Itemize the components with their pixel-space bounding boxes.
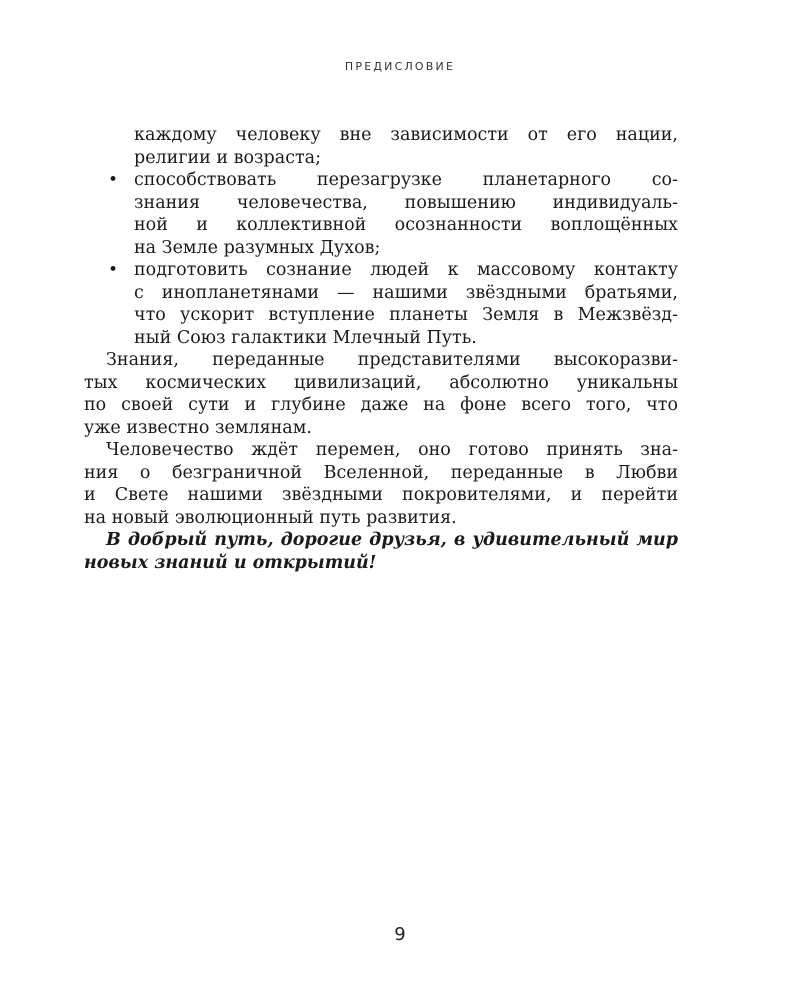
paragraph-2-line-1: Человечество ждёт перемен, оно готово принять зна- [106, 440, 678, 460]
bullet-2-line-2: с инопланетянами — нашими звёздными братьями, [134, 282, 678, 303]
page-body [84, 124, 678, 574]
bullet-icon: • [108, 170, 119, 190]
page-number: 9 [394, 924, 406, 945]
paragraph-1-line-3: по своей сути и глубине даже на фоне всего того, что [84, 395, 678, 415]
bullet-icon: • [108, 260, 119, 280]
paragraph-1-line-1: Знания, переданные представителями высокоразви- [106, 350, 678, 370]
bullet-2-line-3: что ускорит вступление планеты Земля в Межзвёзд- [134, 305, 678, 325]
bullet-2-line-4: ный Союз галактики Млечный Путь. [134, 327, 477, 348]
closing-line-1: В добрый путь, дорогие друзья, в удивительный мир [106, 530, 678, 550]
list-continuation-line-2: религии и возраста; [134, 147, 322, 168]
paragraph-1-line-2: тых космических цивилизаций, абсолютно уникальны [84, 372, 678, 393]
bullet-1-line-3: ной и коллективной осознанности воплощённых [134, 215, 678, 235]
list-continuation-line-1: каждому человеку вне зависимости от его нации, [134, 125, 678, 145]
running-head: ПРЕДИСЛОВИЕ [344, 60, 456, 73]
bullet-2-line-1: подготовить сознание людей к массовому контакту [134, 260, 678, 280]
bullet-item-1 [84, 169, 678, 192]
closing-line-2: новых знаний и открытий! [84, 552, 377, 573]
bullet-1-line-4: на Земле разумных Духов; [134, 237, 381, 258]
bullet-1-line-1: способствовать перезагрузке планетарного со- [134, 170, 678, 190]
paragraph-1-line-4: уже известно землянам. [84, 417, 312, 438]
bullet-1-line-2: знания человечества, повышению индивидуаль- [134, 192, 678, 213]
paragraph-2-line-3: и Свете нашими звёздными покровителями, и перейти [84, 485, 678, 505]
paragraph-2-line-2: ния о безграничной Вселенной, переданные в Любви [84, 462, 678, 483]
bullet-item-2 [84, 259, 678, 282]
paragraph-2-line-4: на новый эволюционный путь развития. [84, 507, 457, 528]
